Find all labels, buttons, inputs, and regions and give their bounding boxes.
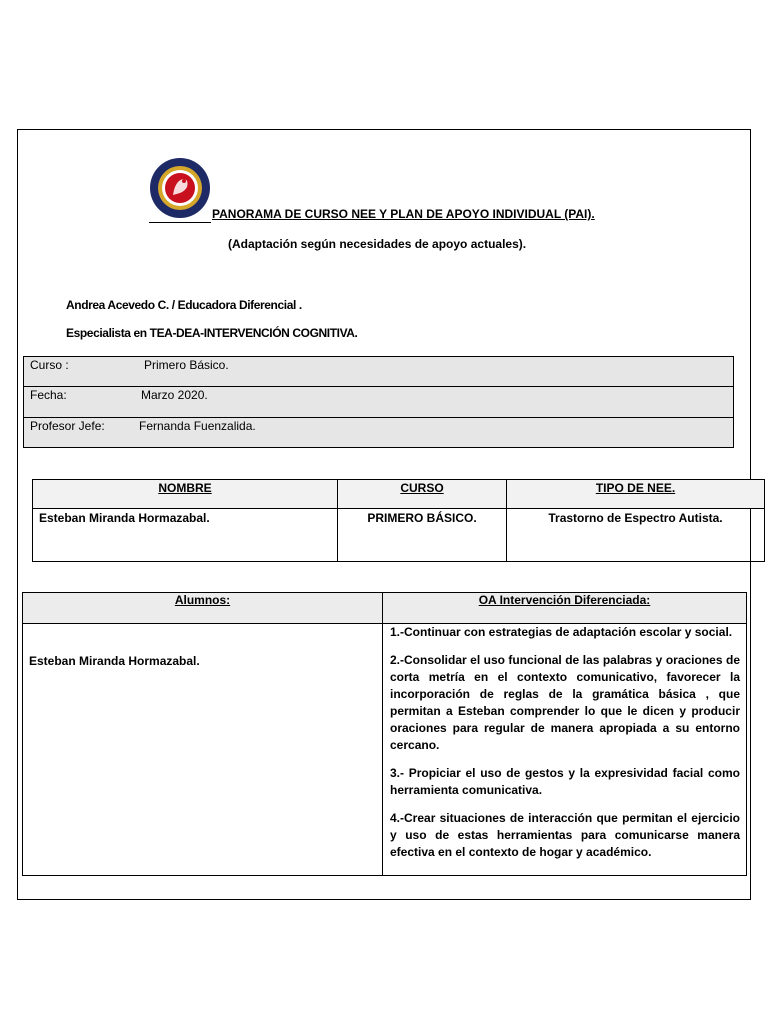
document-title: PANORAMA DE CURSO NEE Y PLAN DE APOYO INDIVIDUAL (PAI).	[212, 207, 595, 221]
list-item: 4.-Crear situaciones de interacción que permitan el ejercicio y uso de estas herramientas para comunicarse manera efectiva en el contexto de hogar y académico.	[390, 811, 740, 859]
header-oa: OA Intervención Diferenciada:	[383, 593, 747, 624]
course-label: Curso :	[30, 358, 69, 372]
course-row	[24, 357, 733, 387]
header-alumnos: Alumnos:	[23, 593, 383, 624]
cell-student-course: PRIMERO BÁSICO.	[338, 509, 507, 562]
course-info-box	[23, 356, 734, 448]
table-header-row	[23, 593, 747, 624]
oa-student-name: Esteban Miranda Hormazabal.	[23, 624, 383, 876]
table-row	[23, 624, 747, 876]
header-nombre: NOMBRE	[33, 480, 338, 509]
teacher-row	[24, 418, 733, 447]
date-label: Fecha:	[30, 388, 67, 402]
oa-intervention-table	[22, 592, 747, 876]
cell-nee-type: Trastorno de Espectro Autista.	[507, 509, 765, 562]
student-nee-table	[32, 479, 765, 562]
date-value: Marzo 2020.	[141, 388, 208, 402]
table-header-row	[33, 480, 765, 509]
header-tipo-nee: TIPO DE NEE.	[507, 480, 765, 509]
title-rule	[149, 222, 211, 223]
oa-items	[383, 624, 747, 876]
cell-student-name: Esteban Miranda Hormazabal.	[33, 509, 338, 562]
author-line: Andrea Acevedo C. / Educadora Diferencial .	[66, 298, 302, 312]
teacher-value: Fernanda Fuenzalida.	[139, 419, 256, 433]
list-item: 1.-Continuar con estrategias de adaptación escolar y social.	[390, 625, 733, 639]
list-item: 3.- Propiciar el uso de gestos y la expresividad facial como herramienta comunicativa.	[390, 766, 740, 797]
table-row	[33, 509, 765, 562]
teacher-label: Profesor Jefe:	[30, 419, 105, 433]
list-item: 2.-Consolidar el uso funcional de las palabras y oraciones de corta metría en el contexto comunicativo, favorecer la incorporación de reglas de la gramática básica , que permitan a Esteban comprender lo que le dicen y producir oraciones para regular de manera apropiada a su entorno cercano.	[390, 653, 740, 752]
course-value: Primero Básico.	[144, 358, 229, 372]
document-subtitle: (Adaptación según necesidades de apoyo actuales).	[228, 237, 527, 251]
header-curso: CURSO	[338, 480, 507, 509]
specialty-line: Especialista en TEA-DEA-INTERVENCIÓN COGNITIVA.	[66, 326, 358, 340]
school-crest-icon	[149, 157, 211, 219]
date-row	[24, 387, 733, 418]
